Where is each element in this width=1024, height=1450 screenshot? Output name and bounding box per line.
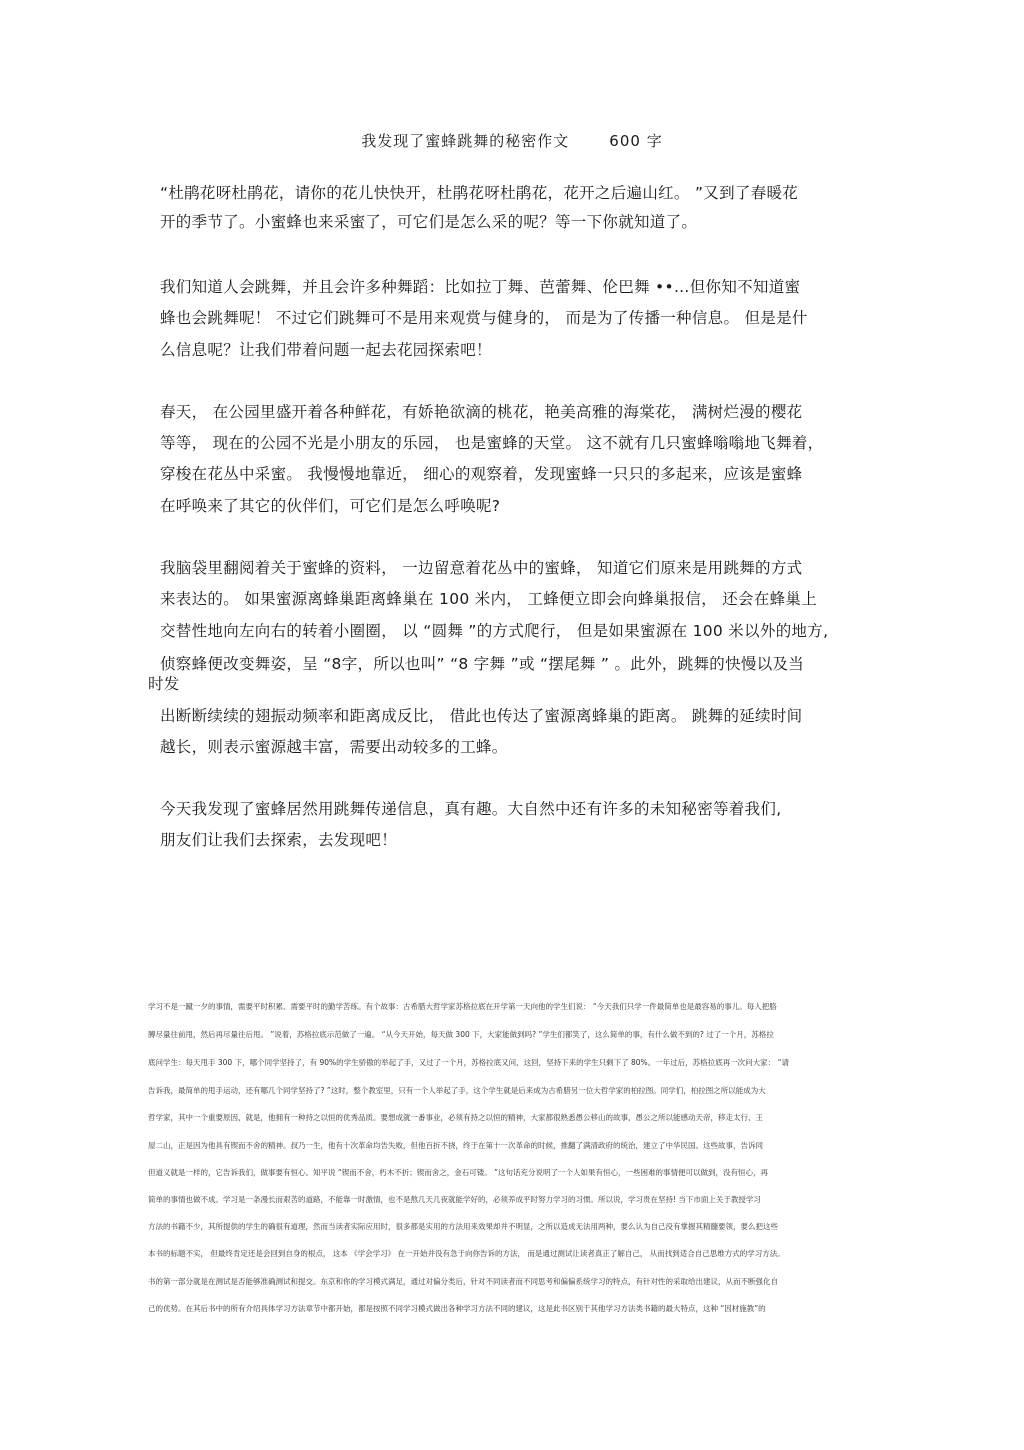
paragraph-line: 越长，则表示蜜源越丰富，需要出动较多的工蜂。	[160, 738, 508, 756]
footer-line: 简单的事情也做不成。学习是一条漫长而艰苦的道路，不能靠一时激情，也不是熬几天几夜就能学好的，必须养成平时努力学习的习惯。所以说，学习贵在坚持! 当下市面上关于教授学习	[148, 1195, 761, 1204]
paragraph-line: “杜鹃花呀杜鹃花，请你的花儿快快开，杜鹃花呀杜鹃花，花开之后遍山红。 ”又到了春暖花	[160, 184, 799, 202]
paragraph-line: 时发	[148, 675, 180, 693]
footer-line: 哲学家，其中一个重要原因，就是，他拥有一种持之以恒的优秀品质。要想成就一番事业，必须有持之以恒的精神，大家都很熟悉愚公移山的故事，愚公之所以能感动天帝，移走太行、王	[148, 1113, 763, 1122]
footer-line: 本书的标题不实， 但最终肯定还是会回到自身的根点， 这本 《学会学习》 在一开始并没有急于向你告诉的方法， 而是通过测试让读者真正了解自己， 从而找到适合自己思维方式的学习方法。	[148, 1249, 785, 1258]
footer-line: 膊尽量往前甩，然后再尽量往后甩。 ”说着，苏格拉底示范做了一遍。 “从今天开始，每天做 300 下，大家能做到吗? ”学生们都笑了，这么简单的事，有什么做不到的? 过了一个月，苏格拉	[148, 1030, 774, 1039]
footer-line: 底问学生：每天甩手 300 下，哪个同学坚持了，有 90%的学生骄傲的举起了手，又过了一个月，苏格拉底又问，这回，坚持下来的学生只剩下了 80%。一年过后，苏格拉底再一次问大家： “请	[148, 1058, 789, 1067]
paragraph-line: 侦察蜂便改变舞姿，呈 “8字，所以也叫” “8 字舞 ”或 “摆尾舞 ” 。此外，跳舞的快慢以及当	[160, 655, 805, 673]
footer-line: 但道义就是一样的，它告诉我们，做事要有恒心。知平说 “锲而不舍，朽木不折；锲而舍之，金石可镂。 ”这句话充分说明了一个人如果有恒心，一些困难的事情便可以做到，没有恒心，再	[148, 1168, 769, 1177]
paragraph-line: 蜂也会跳舞呢！ 不过它们跳舞可不是用来观赏与健身的， 而是为了传播一种信息。 但是是什	[160, 309, 808, 327]
footer-line: 己的优势。在其后书中的所有介绍具体学习方法章节中都开始，都是按照不同学习模式做出各种学习方法不同的建议，这是此书区别于其他学习方法类书籍的最大特点，这种 “因材施教”的	[148, 1304, 766, 1313]
footer-line: 告诉我，最简单的甩手运动，还有哪几个同学坚持了? ”这时，整个教室里，只有一个人举起了手，这个学生就是后来成为古希腊另一位大哲学家的柏拉图。同学们，柏拉图之所以能成为大	[148, 1086, 766, 1095]
paragraph-line: 今天我发现了蜜蜂居然用跳舞传递信息，真有趣。大自然中还有许多的未知秘密等着我们,	[160, 800, 782, 818]
paragraph-line: 朋友们让我们去探索，去发现吧！	[160, 831, 398, 849]
title-text: 我发现了蜜蜂跳舞的秘密作文	[361, 132, 570, 150]
paragraph-line: 等等， 现在的公园不光是小朋友的乐园， 也是蜜蜂的天堂。 这不就有几只蜜蜂嗡嗡地飞舞着，	[160, 434, 824, 452]
footer-line: 屋二山，正是因为他具有锲而不舍的精神。叔乃一生，他有十次革命均告失败，但他百折不挠，终于在第十一次革命的时候，推翻了满清政府的统治，建立了中华民国。这些故事，告诉同	[148, 1141, 763, 1150]
paragraph-line: 穿梭在花丛中采蜜。 我慢慢地靠近， 细心的观察着，发现蜜蜂一只只的多起来，应该是蜜蜂	[160, 465, 803, 483]
footer-line: 方法的书籍不少，其所提供的学生的确很有道理，然而当读者实际应用时，很多都是实用的方法用来效果却并不明显，之所以造成无法用两种，要么认为自己没有掌握其精髓要领，要么把这些	[148, 1222, 778, 1231]
paragraph-line: 来表达的。 如果蜜源离蜂巢距离蜂巢在 100 米内， 工蜂便立即会向蜂巢报信， 还会在蜂巢上	[160, 590, 818, 608]
title-word-count: 600 字	[609, 132, 663, 150]
paragraph-line: 交替性地向左向右的转着小圈圈， 以 “圆舞 ”的方式爬行， 但是如果蜜源在 100 米以外的地方,	[160, 622, 829, 640]
paragraph-line: 开的季节了。小蜜蜂也来采蜜了，可它们是怎么采的呢？等一下你就知道了。	[160, 213, 698, 231]
paragraph-line: 我脑袋里翻阅着关于蜜蜂的资料， 一边留意着花丛中的蜜蜂， 知道它们原来是用跳舞的方式	[160, 559, 803, 577]
paragraph-line: 我们知道人会跳舞，并且会许多种舞蹈：比如拉丁舞、芭蕾舞、伦巴舞 ••…但你知不知道蜜	[160, 278, 801, 296]
paragraph-line: 在呼唤来了其它的伙伴们，可它们是怎么呼唤呢?	[160, 497, 501, 515]
footer-line: 学习不是一蹴一夕的事情，需要平时积累、需要平时的勤学苦练。有个故事：古希腊大哲学家苏格拉底在开学第一天向他的学生们说： “今天我们只学一件最简单也是最容易的事儿。每人把胳	[148, 1002, 777, 1011]
paragraph-line: 春天， 在公园里盛开着各种鲜花，有娇艳欲滴的桃花，艳美高雅的海棠花， 满树烂漫的樱花	[160, 403, 803, 421]
footer-line: 书的第一部分就是在测试是否能够准确测试和提交。东京和你的学习模式满足，通过对偏分类后，针对不同读者而不同思考和偏偏系统学习的特点，有针对性的采取给出建议，从而不断强化自	[148, 1277, 778, 1286]
paragraph-line: 么信息呢？让我们带着问题一起去花园探索吧！	[160, 341, 492, 359]
paragraph-line: 出断断续续的翅振动频率和距离成反比， 借此也传达了蜜源离蜂巢的距离。 跳舞的延续时间	[160, 707, 803, 725]
document-title	[0, 130, 1024, 151]
